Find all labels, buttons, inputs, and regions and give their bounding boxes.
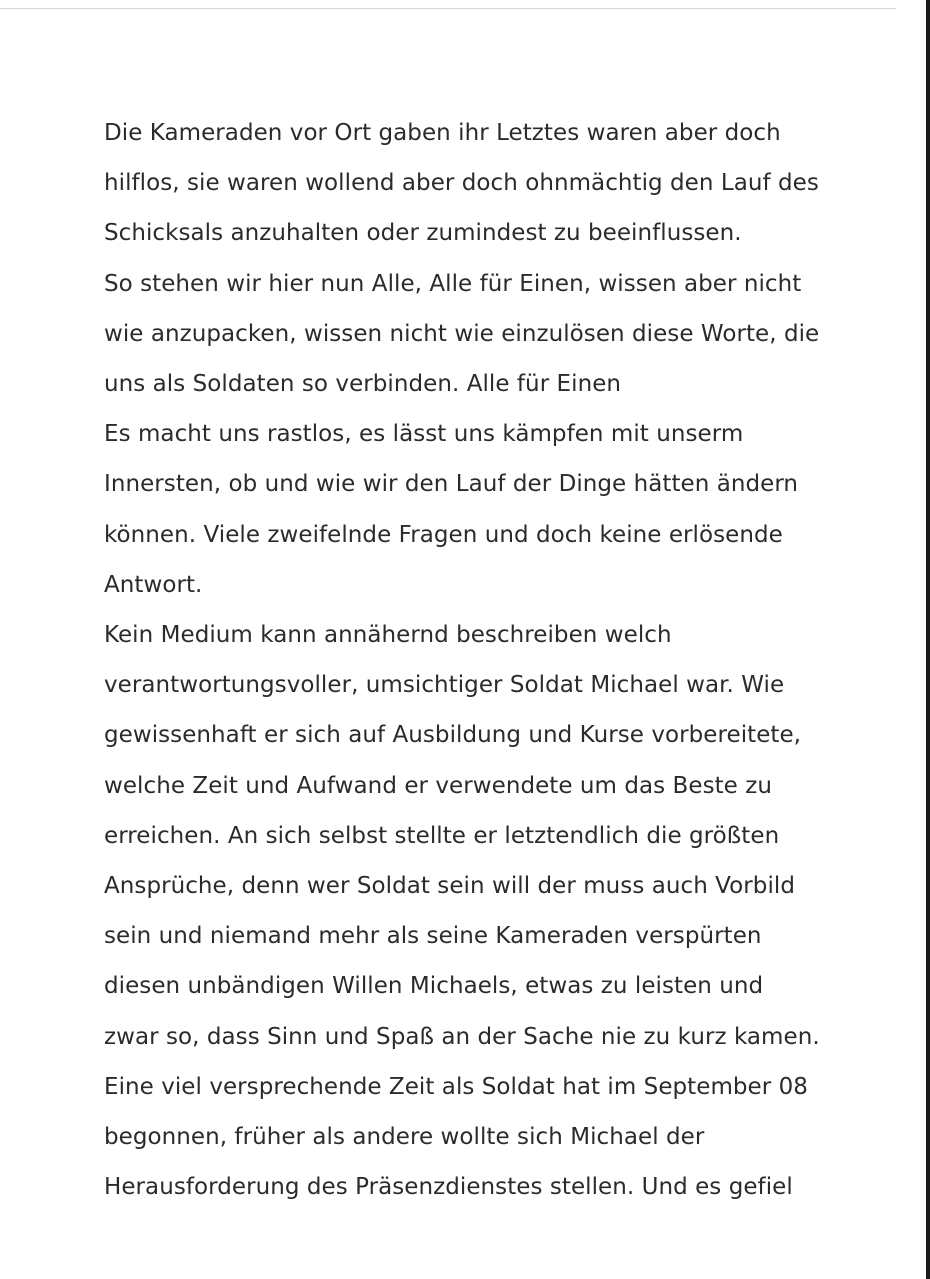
text-line: welche Zeit und Aufwand er verwendete um das Beste zu <box>104 772 772 799</box>
scan-edge-right <box>926 0 930 1279</box>
text-line: können. Viele zweifelnde Fragen und doch keine erlösende <box>104 521 783 548</box>
text-line: So stehen wir hier nun Alle, Alle für Einen, wissen aber nicht <box>104 270 802 297</box>
text-line: sein und niemand mehr als seine Kameraden verspürten <box>104 923 762 950</box>
text-line: Kein Medium kann annähernd beschreiben welch <box>104 622 672 649</box>
scan-edge-top <box>0 8 896 9</box>
text-line: hilflos, sie waren wollend aber doch ohnmächtig den Lauf des <box>104 170 819 197</box>
text-line: Es macht uns rastlos, es lässt uns kämpfen mit unserm <box>104 421 744 448</box>
text-line: Schicksals anzuhalten oder zumindest zu beeinflussen. <box>104 220 742 247</box>
text-line: gewissenhaft er sich auf Ausbildung und Kurse vorbereitete, <box>104 722 802 749</box>
text-line: Ansprüche, denn wer Soldat sein will der muss auch Vorbild <box>104 873 795 900</box>
text-line: begonnen, früher als andere wollte sich Michael der <box>104 1124 705 1151</box>
text-line: Die Kameraden vor Ort gaben ihr Letztes waren aber doch <box>104 120 781 146</box>
text-line: diesen unbändigen Willen Michaels, etwas zu leisten und <box>104 973 764 1000</box>
text-line: verantwortungsvoller, umsichtiger Soldat Michael war. Wie <box>104 672 785 699</box>
body-text <box>104 108 864 1212</box>
text-line: Eine viel versprechende Zeit als Soldat hat im September 08 <box>104 1073 808 1100</box>
text-line: zwar so, dass Sinn und Spaß an der Sache nie zu kurz kamen. <box>104 1023 820 1050</box>
text-line: Antwort. <box>104 571 203 598</box>
text-line: wie anzupacken, wissen nicht wie einzulösen diese Worte, die <box>104 320 820 347</box>
text-line: uns als Soldaten so verbinden. Alle für Einen <box>104 371 622 398</box>
text-line: erreichen. An sich selbst stellte er letztendlich die größten <box>104 822 780 849</box>
text-line: Innersten, ob und wie wir den Lauf der Dinge hätten ändern <box>104 471 799 498</box>
text-line: Herausforderung des Präsenzdienstes stellen. Und es gefiel <box>104 1174 793 1201</box>
